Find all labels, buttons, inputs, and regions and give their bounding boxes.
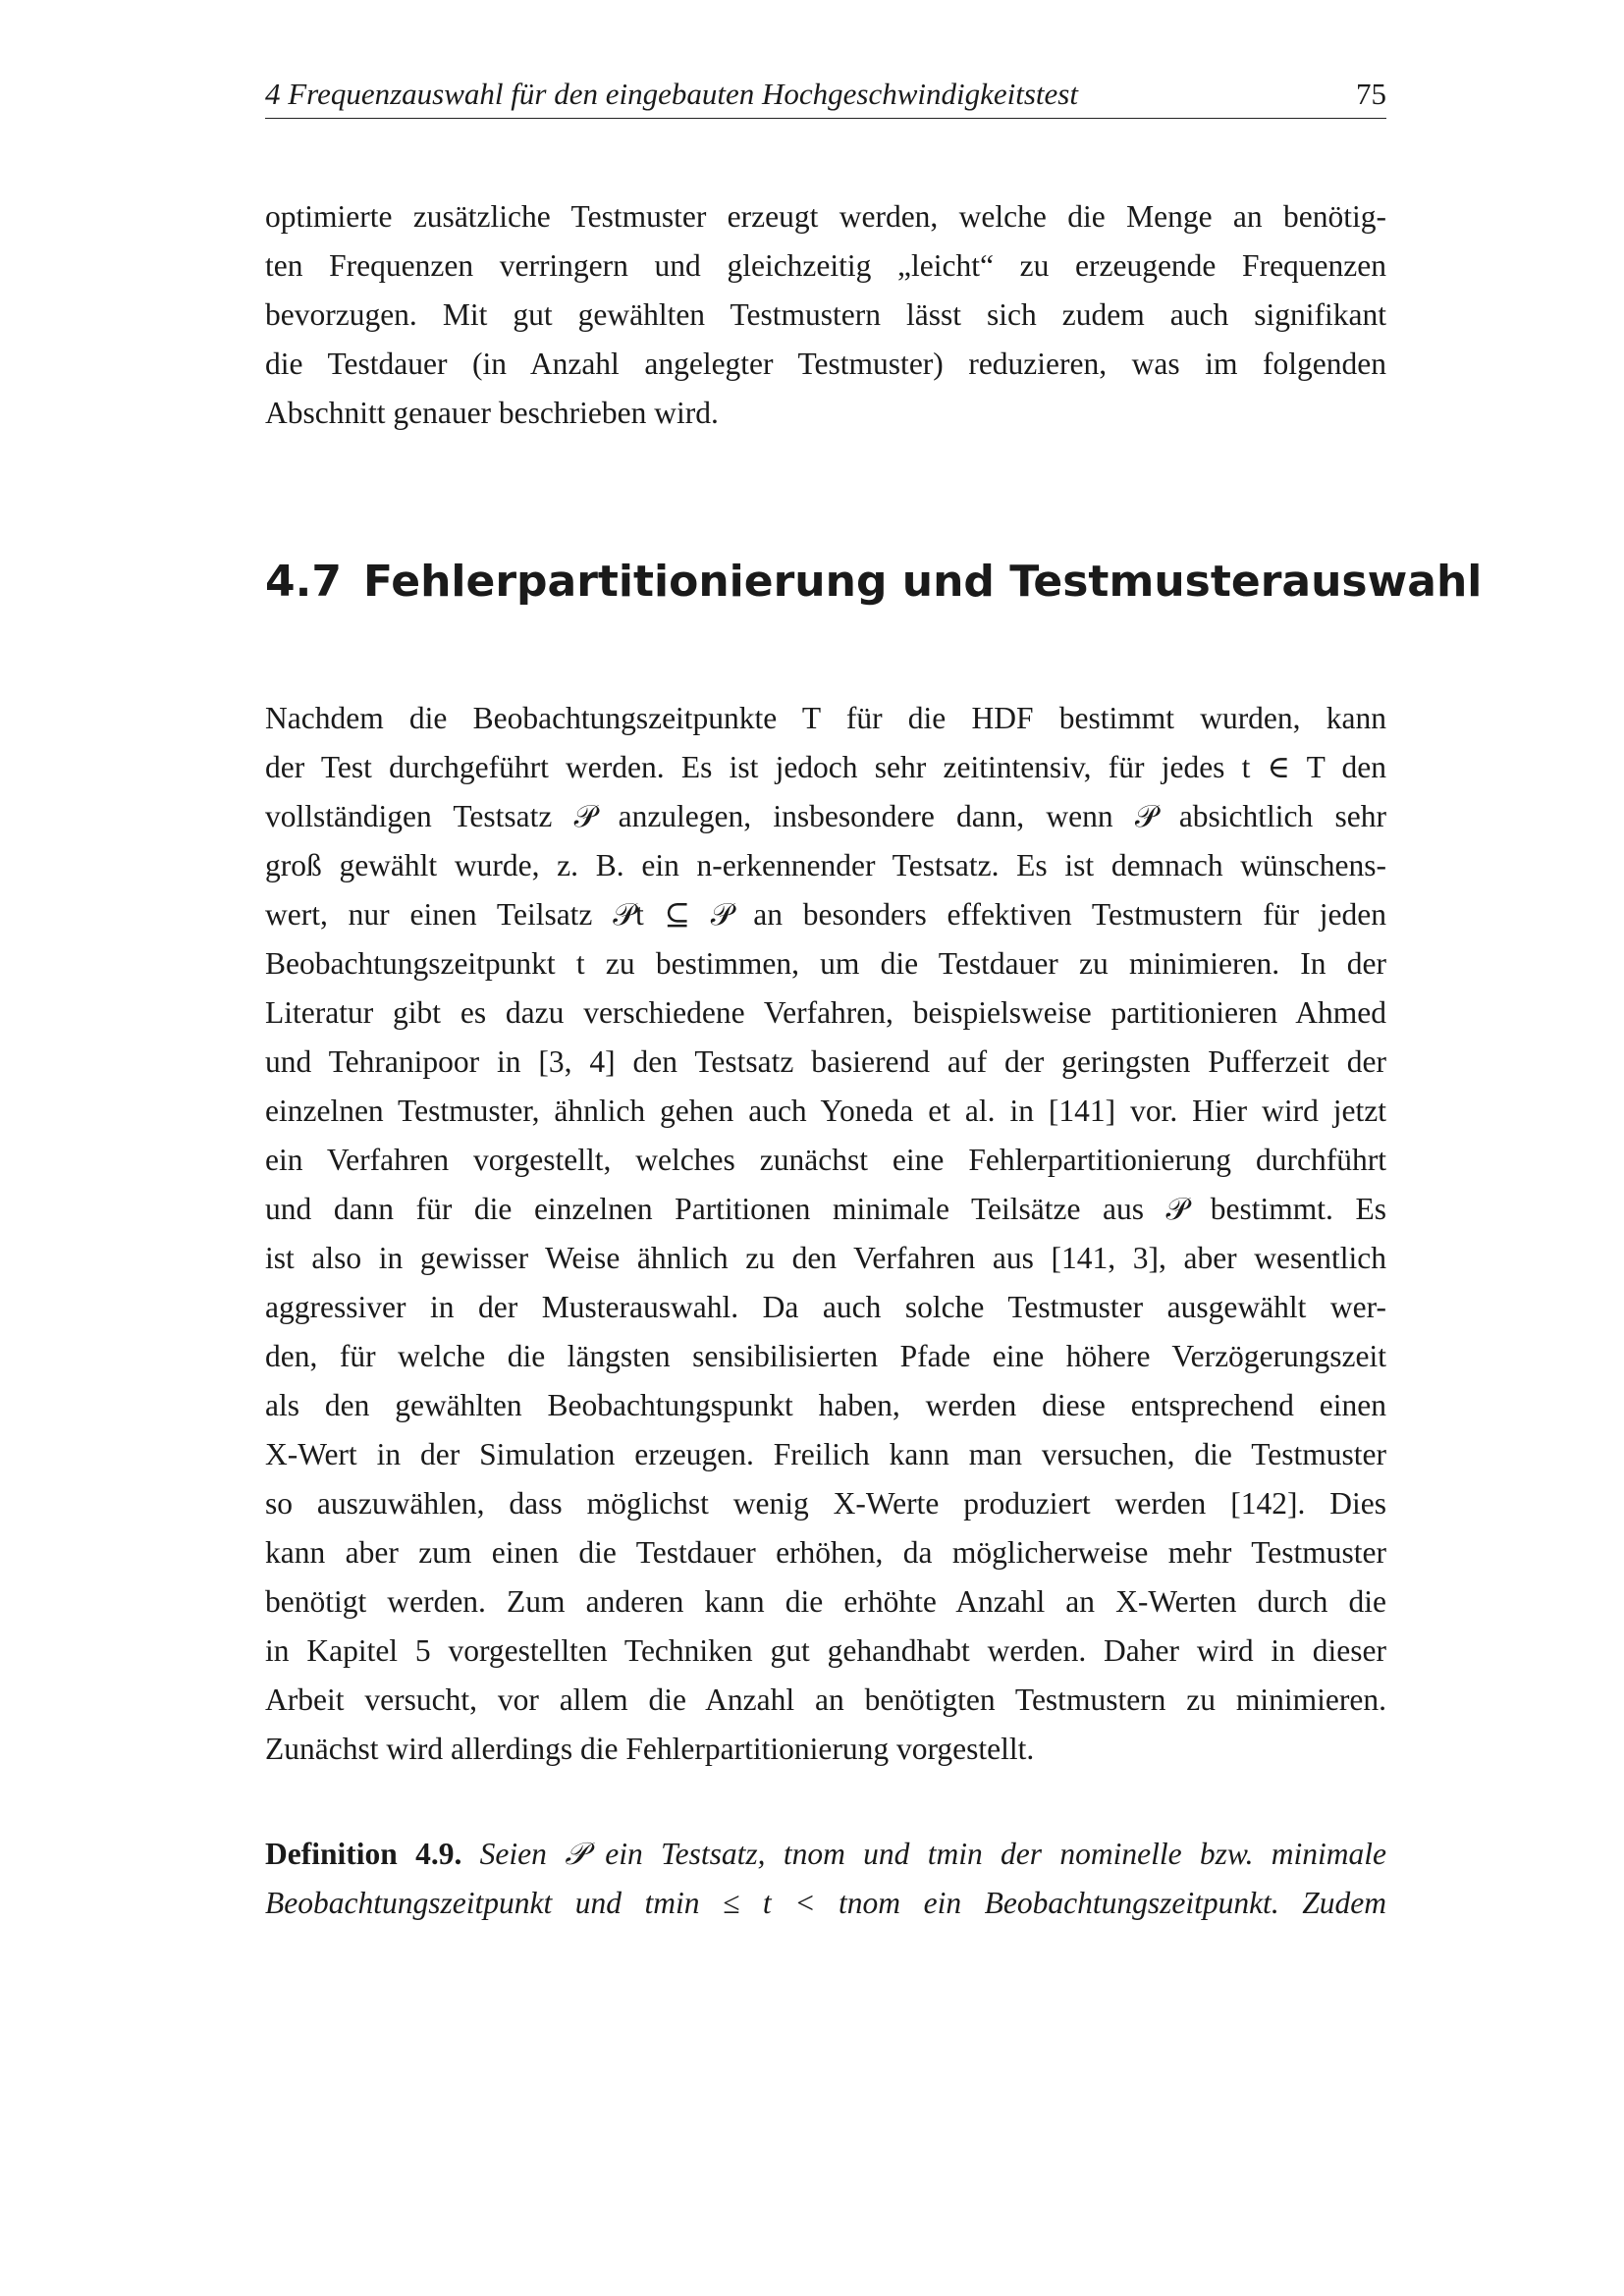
text-line: ten Frequenzen verringern und gleichzeitig „leicht“ zu erzeugende Frequenzen xyxy=(265,248,1386,283)
section-heading xyxy=(265,548,1483,616)
text-line: wert, nur einen Teilsatz 𝒫t ⊆ 𝒫 an besonders effektiven Testmustern für jeden xyxy=(265,897,1386,932)
definition-second-line: Beobachtungszeitpunkt und tmin ≤ t < tnom ein Beobachtungszeitpunkt. Zudem xyxy=(265,1886,1386,1920)
intro-paragraph xyxy=(265,192,1386,438)
text-line: Nachdem die Beobachtungszeitpunkte T für die HDF bestimmt wurden, kann xyxy=(265,701,1386,735)
text-line: X-Wert in der Simulation erzeugen. Freilich kann man versuchen, die Testmuster xyxy=(265,1437,1386,1471)
definition-text: Seien 𝒫 ein Testsatz, tnom und tmin der nominelle bzw. minimale xyxy=(479,1837,1387,1871)
text-line: optimierte zusätzliche Testmuster erzeugt werden, welche die Menge an benötig- xyxy=(265,199,1386,234)
text-line: vollständigen Testsatz 𝒫 anzulegen, insbesondere dann, wenn 𝒫 absichtlich sehr xyxy=(265,799,1386,833)
running-title: 4 Frequenzauswahl für den eingebauten Hochgeschwindigkeitstest xyxy=(265,77,1078,111)
text-line: ein Verfahren vorgestellt, welches zunächst eine Fehlerpartitionierung durchführt xyxy=(265,1143,1386,1177)
text-line: aggressiver in der Musterauswahl. Da auch solche Testmuster ausgewählt wer- xyxy=(265,1290,1386,1324)
text-line: und Tehranipoor in [3, 4] den Testsatz basierend auf der geringsten Pufferzeit der xyxy=(265,1044,1386,1079)
text-line: die Testdauer (in Anzahl angelegter Testmuster) reduzieren, was im folgenden xyxy=(265,347,1386,381)
text-line: benötigt werden. Zum anderen kann die erhöhte Anzahl an X-Werten durch die xyxy=(265,1584,1386,1619)
text-line: Abschnitt genauer beschrieben wird. xyxy=(265,396,719,430)
text-line: Arbeit versucht, vor allem die Anzahl an benötigten Testmustern zu minimieren. xyxy=(265,1682,1386,1717)
main-paragraph xyxy=(265,694,1386,1774)
section-title: Fehlerpartitionierung und Testmusterauswahl xyxy=(362,557,1483,607)
page-number: 75 xyxy=(1356,77,1386,111)
text-line: groß gewählt wurde, z. B. ein n-erkennender Testsatz. Es ist demnach wünschens- xyxy=(265,848,1386,882)
text-line: so auszuwählen, dass möglichst wenig X-Werte produziert werden [142]. Dies xyxy=(265,1486,1386,1521)
text-line: in Kapitel 5 vorgestellten Techniken gut gehandhabt werden. Daher wird in dieser xyxy=(265,1633,1386,1668)
section-number: 4.7 xyxy=(265,557,342,607)
text-line: einzelnen Testmuster, ähnlich gehen auch Yoneda et al. in [141] vor. Hier wird jetzt xyxy=(265,1094,1386,1128)
running-header xyxy=(265,75,1386,119)
text-line: und dann für die einzelnen Partitionen minimale Teilsätze aus 𝒫 bestimmt. Es xyxy=(265,1192,1386,1226)
definition-block xyxy=(265,1830,1386,1928)
text-line: ist also in gewisser Weise ähnlich zu den Verfahren aus [141, 3], aber wesentlich xyxy=(265,1241,1386,1275)
definition-label: Definition 4.9. xyxy=(265,1837,462,1871)
text-line: Beobachtungszeitpunkt t zu bestimmen, um die Testdauer zu minimieren. In der xyxy=(265,946,1386,981)
text-line: den, für welche die längsten sensibilisierten Pfade eine höhere Verzögerungszeit xyxy=(265,1339,1386,1373)
text-line: Literatur gibt es dazu verschiedene Verfahren, beispielsweise partitionieren Ahmed xyxy=(265,995,1386,1030)
text-line: der Test durchgeführt werden. Es ist jedoch sehr zeitintensiv, für jedes t ∈ T den xyxy=(265,750,1386,784)
text-line: als den gewählten Beobachtungspunkt haben, werden diese entsprechend einen xyxy=(265,1388,1386,1422)
text-line: Zunächst wird allerdings die Fehlerpartitionierung vorgestellt. xyxy=(265,1732,1035,1766)
text-line: bevorzugen. Mit gut gewählten Testmustern lässt sich zudem auch signifikant xyxy=(265,297,1386,332)
text-line: kann aber zum einen die Testdauer erhöhen, da möglicherweise mehr Testmuster xyxy=(265,1535,1386,1570)
definition-first-line xyxy=(265,1830,1386,1879)
